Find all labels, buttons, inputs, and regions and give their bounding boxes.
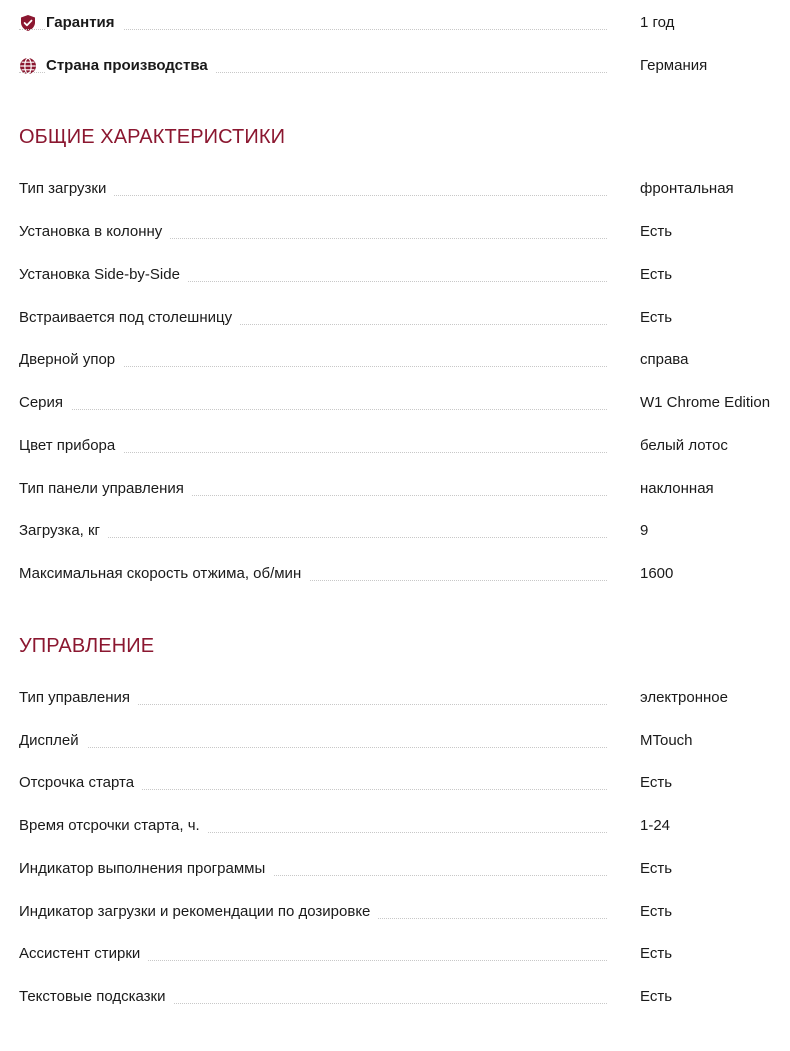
spec-row — [19, 518, 790, 544]
spec-row — [19, 561, 790, 587]
spec-label: Тип загрузки — [19, 179, 114, 199]
spec-value: Есть — [640, 309, 673, 326]
spec-row — [19, 770, 790, 796]
spec-label: Тип управления — [19, 688, 138, 708]
spec-label: Ассистент стирки — [19, 944, 148, 964]
spec-value: 1-24 — [640, 817, 671, 834]
spec-value: наклонная — [640, 480, 714, 497]
spec-value: Есть — [640, 988, 673, 1005]
spec-label: Страна производства — [46, 56, 216, 76]
spec-row — [19, 390, 790, 416]
spec-value: 9 — [640, 522, 649, 539]
spec-label: Установка в колонну — [19, 222, 170, 242]
spec-value: Есть — [640, 223, 673, 240]
spec-label: Дверной упор — [19, 350, 123, 370]
spec-value: W1 Chrome Edition — [640, 394, 771, 411]
spec-row-country — [19, 53, 790, 79]
spec-label: Дисплей — [19, 731, 87, 751]
spec-row — [19, 476, 790, 502]
spec-label: Цвет прибора — [19, 436, 123, 456]
spec-value: фронтальная — [640, 180, 734, 197]
spec-value: Есть — [640, 266, 673, 283]
spec-label: Установка Side-by-Side — [19, 265, 188, 285]
spec-row — [19, 728, 790, 754]
spec-row — [19, 262, 790, 288]
spec-row — [19, 219, 790, 245]
spec-row — [19, 433, 790, 459]
spec-row — [19, 856, 790, 882]
spec-row — [19, 899, 790, 925]
spec-row — [19, 984, 790, 1010]
spec-label: Загрузка, кг — [19, 521, 108, 541]
spec-label: Время отсрочки старта, ч. — [19, 816, 208, 836]
spec-label: Текстовые подсказки — [19, 987, 173, 1007]
spec-label: Максимальная скорость отжима, об/мин — [19, 564, 309, 584]
spec-row — [19, 813, 790, 839]
spec-value: Есть — [640, 774, 673, 791]
dotted-leader — [19, 409, 607, 410]
spec-value: электронное — [640, 689, 728, 706]
spec-label: Отсрочка старта — [19, 773, 142, 793]
spec-value: MTouch — [640, 732, 693, 749]
spec-value: 1 год — [640, 14, 675, 31]
spec-value: белый лотос — [640, 437, 728, 454]
spec-row — [19, 305, 790, 331]
dotted-leader — [19, 747, 607, 748]
spec-label: Индикатор выполнения программы — [19, 859, 273, 879]
section-title-controls: УПРАВЛЕНИЕ — [19, 635, 155, 657]
section-title-general: ОБЩИЕ ХАРАКТЕРИСТИКИ — [19, 126, 286, 148]
spec-value: Есть — [640, 860, 673, 877]
spec-label: Серия — [19, 393, 71, 413]
spec-row — [19, 347, 790, 373]
spec-row — [19, 685, 790, 711]
spec-value: Есть — [640, 945, 673, 962]
spec-value: справа — [640, 351, 689, 368]
spec-label: Индикатор загрузки и рекомендации по дозировке — [19, 902, 378, 922]
spec-label: Тип панели управления — [19, 479, 192, 499]
spec-row — [19, 941, 790, 967]
spec-label: Встраивается под столешницу — [19, 308, 240, 328]
spec-label: Гарантия — [46, 13, 123, 33]
spec-value: 1600 — [640, 565, 674, 582]
spec-row-warranty — [19, 10, 790, 36]
spec-row — [19, 176, 790, 202]
spec-value: Есть — [640, 903, 673, 920]
spec-value: Германия — [640, 57, 708, 74]
